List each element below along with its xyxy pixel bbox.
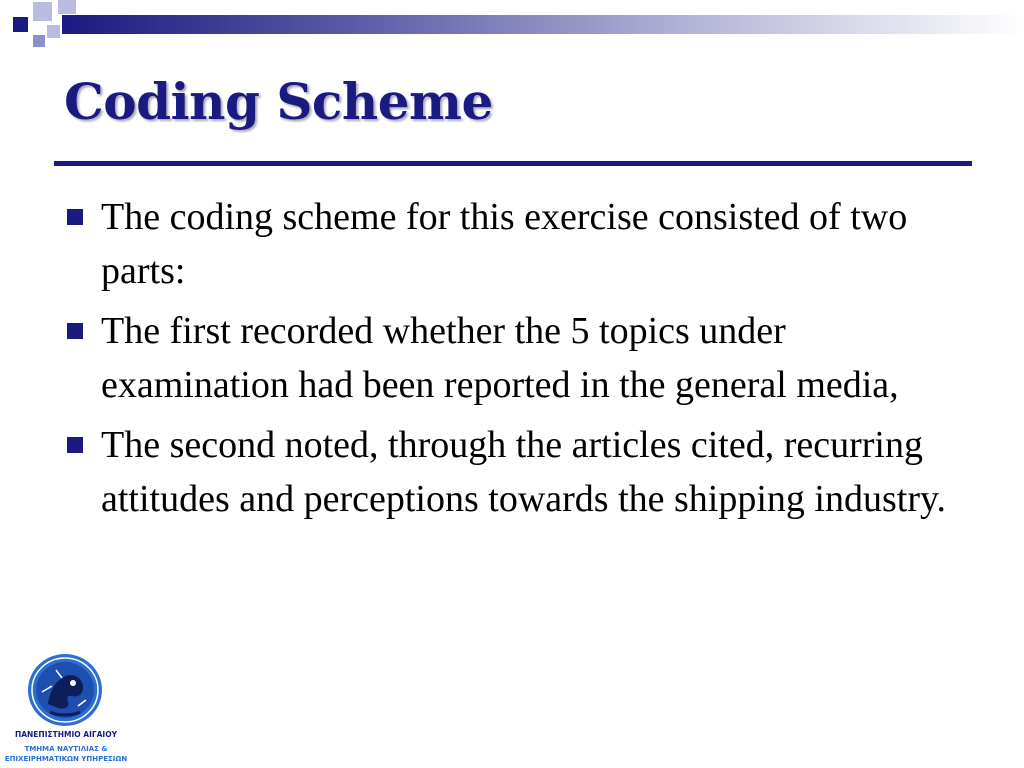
bullet-text: The first recorded whether the 5 topics under examination had been reported in the general media,: [101, 310, 899, 406]
slide-title: Coding Scheme: [64, 72, 493, 131]
square-bullet-icon: [67, 437, 83, 453]
bullet-item: [60, 418, 960, 526]
logo-department-line1: ΤΜΗΜΑ ΝΑΥΤΙΛΙΑΣ &: [24, 745, 108, 753]
bullet-text: The second noted, through the articles cited, recurring attitudes and perceptions towards the shipping industry.: [101, 424, 946, 520]
university-logo: [0, 648, 132, 768]
deco-square: [13, 17, 28, 32]
logo-department-line2: ΕΠΙΧΕΙΡΗΜΑΤΙΚΩΝ ΥΠΗΡΕΣΙΩΝ: [4, 755, 128, 763]
deco-square: [58, 0, 76, 14]
square-bullet-icon: [67, 323, 83, 339]
bullet-item: [60, 190, 960, 298]
bullet-item: [60, 304, 960, 412]
deco-square: [33, 35, 45, 47]
title-underline: [54, 161, 972, 166]
logo-university-name: ΠΑΝΕΠΙΣΤΗΜΙΟ ΑΙΓΑΙΟΥ: [14, 730, 118, 739]
bullet-list: [60, 190, 960, 532]
deco-square: [33, 2, 52, 21]
square-bullet-icon: [67, 209, 83, 225]
deco-square: [47, 25, 60, 38]
header-gradient-band: [62, 15, 1024, 34]
university-seal-icon: [26, 652, 104, 728]
bullet-text: The coding scheme for this exercise consisted of two parts:: [101, 196, 908, 292]
